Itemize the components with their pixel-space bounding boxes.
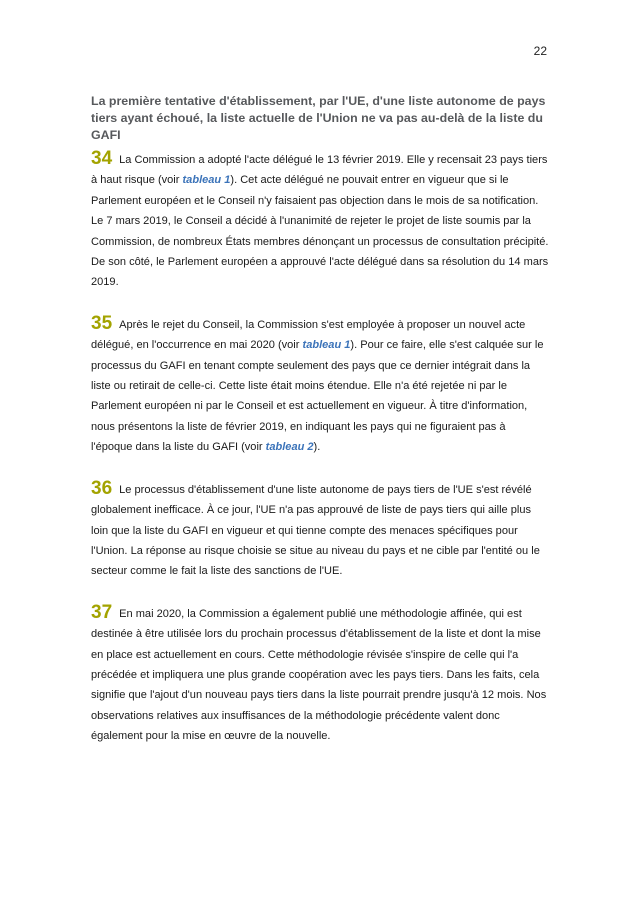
paragraph-36 (91, 477, 549, 582)
paragraph-text: En mai 2020, la Commission a également publié une méthodologie affinée, qui est destinée à être utilisée lors du prochain processus d'établissement de la liste et dont la mise en place est actuellement en cours. Cette méthodologie révisée s'inspire de celle qui l'a précédée et impliquera une plus grande coopération avec les pays tiers. Dans les faits, cela signifie que l'ajout d'un nouveau pays tiers dans la liste pourrait prendre jusqu'à 12 mois. Nos observations relatives aux insuffisances de la méthodologie précédente valent donc également pour la mise en œuvre de la nouvelle. (91, 607, 547, 743)
section-heading: La première tentative d'établissement, par l'UE, d'une liste autonome de pays tiers ayant échoué, la liste actuelle de l'Union ne va pas au-delà de la liste du GAFI (91, 94, 546, 142)
table-reference-link[interactable]: tableau 2 (265, 441, 314, 454)
paragraph-34 (91, 150, 549, 293)
paragraph-number: 36 (91, 477, 113, 499)
table-reference-link[interactable]: tableau 1 (302, 339, 351, 352)
paragraph-text: ). (313, 441, 321, 454)
paragraph-text: ). Cet acte délégué ne pouvait entrer en vigueur que si le Parlement européen et le Conseil n'y faisaient pas objection dans le mois de sa notification. Le 7 mars 2019, le Conseil a décidé à l'unanimité de rejeter le projet de liste soumis par la Commission, de nombreux États membres dénonçant un processus de consultation précipité. De son côté, le Parlement européen a approuvé l'acte délégué dans sa résolution du 14 mars 2019. (91, 174, 549, 289)
paragraph-number: 37 (91, 601, 113, 623)
paragraph-37 (91, 601, 549, 747)
page-number: 22 (533, 44, 547, 58)
table-reference-link[interactable]: tableau 1 (182, 174, 231, 187)
paragraph-text: ). Pour ce faire, elle s'est calquée sur le processus du GAFI en tenant compte seulement des pays que ce dernier intégrait dans la liste ou retirait de celle-ci. Cette liste était moins étendue. Elle n'a été rejetée ni par le Parlement européen ni par le Conseil et est actuellement en vigueur. À titre d'information, nous présentons la liste de février 2019, en indiquant les pays qui ne figuraient pas à l'époque dans la liste du GAFI (voir (91, 339, 544, 454)
paragraph-text: Après le rejet du Conseil, la Commission s'est employée à proposer un nouvel acte délégué, en l'occurrence en mai 2020 (voir (91, 318, 526, 352)
paragraph-number: 35 (91, 312, 113, 334)
paragraph-text: Le processus d'établissement d'une liste autonome de pays tiers de l'UE s'est révélé globalement inefficace. À ce jour, l'UE n'a pas approuvé de liste de pays tiers qui aille plus loin que la liste du GAFI en vigueur et qui tienne compte des menaces spécifiques pour l'Union. La réponse au risque choisie se situe au niveau du pays et ne cible par l'entité ou le secteur comme le fait la liste des sanctions de l'UE. (91, 483, 540, 578)
paragraph-text: La Commission a adopté l'acte délégué le 13 février 2019. Elle y recensait 23 pays tiers à haut risque (voir (91, 154, 548, 187)
paragraph-35 (91, 312, 549, 458)
paragraph-number: 34 (91, 148, 113, 169)
document-body (91, 93, 549, 769)
